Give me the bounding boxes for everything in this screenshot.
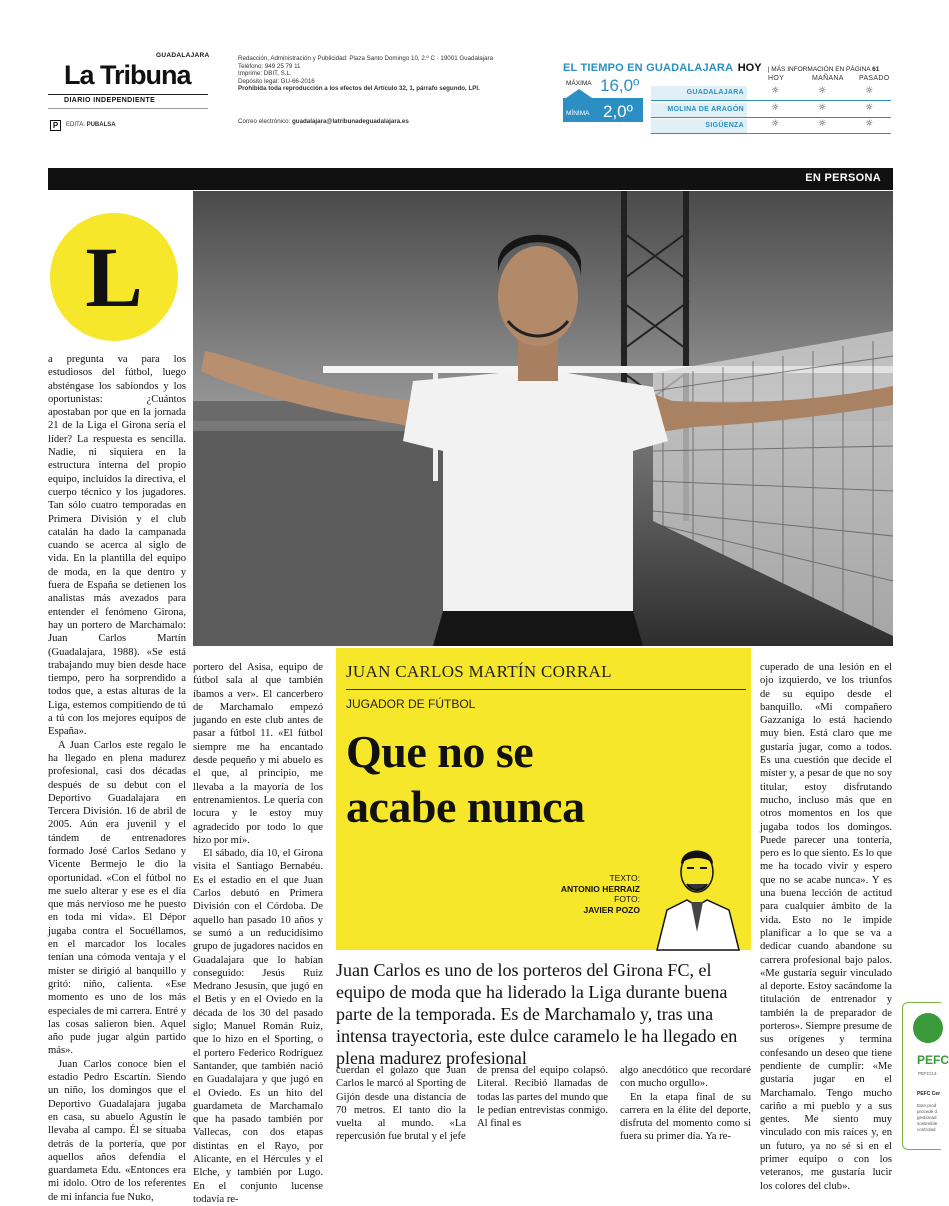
pefc-logo-text: PEFC xyxy=(917,1053,949,1067)
weather-more-info: | MÁS INFORMACIÓN EN PÁGINA 61 xyxy=(765,66,880,73)
imprint-line: Depósito legal: GU-66-2016 xyxy=(238,77,315,85)
masthead-subtitle: DIARIO INDEPENDIENTE xyxy=(64,97,156,104)
article-paragraph: Juan Carlos conoce bien el estadio Pedro Escartín. Siendo un niño, los domingos que el Deportivo Guadalajara jugaba en casa, su abuelo Agustín le llevaba al campo. Él se situaba detrás de la portería, que por aquellos años defendía el guardameta Edu. «Entonces era mi ídolo. Otro de los referentes de mi infancia fue Nuko, xyxy=(48,1058,186,1203)
article-column-2 xyxy=(193,661,323,1206)
goalkeeper-photo-image xyxy=(193,191,893,646)
article-paragraph: de prensa del equipo colapsó. Literal. Recibió llamadas de todas las partes del mundo que le pedían entrevistas conmigo. Al final es xyxy=(477,1065,608,1130)
article-column-3 xyxy=(336,1064,466,1144)
article-lead: Juan Carlos es uno de los porteros del Girona FC, el equipo de moda que ha liderado la Liga durante buena parte de la temporada. Es de Marchamalo y, tras una intensa trayectoria, este dulce caramelo le ha llegado en plena madurez profesional xyxy=(336,960,738,1068)
weather-col-tomorrow: MAÑANA xyxy=(812,75,844,82)
headline-line-2: acabe nunca xyxy=(346,781,585,832)
imprint-email: Correo electrónico: guadalajara@latribunadeguadalajara.es xyxy=(238,118,409,125)
weather-row xyxy=(651,102,891,118)
drop-cap-circle xyxy=(50,213,178,341)
weather-location: GUADALAJARA xyxy=(651,86,747,100)
feature-rule xyxy=(346,689,746,690)
person-name: JUAN CARLOS MARTÍN CORRAL xyxy=(346,662,612,681)
weather-row xyxy=(651,118,891,134)
article-paragraph: portero del Asisa, equipo de fútbol sala al que también íbamos a ver». El cancerbero de Marchamalo empezó jugando en este club antes de pasar a fútbol 11. «El fútbol siempre me ha encantado desde pequeño y mi abuelo es el que, al principio, me llevaba a la mayoría de los entrenamientos. Le quería con locura y le estoy muy agradecido por todo lo que hizo por mí». xyxy=(193,662,323,846)
article-paragraph: a pregunta va para los estudiosos del fútbol, luego absténgase los sabiondos y los oportunistas: ¿Cuántos apostaban por que en la jornada 21 de la Liga el Girona sería el líder? La respuesta es sencilla. Nadie, ni siquiera en la estructura interna del propio equipo, incluidos la directiva, el cuerpo técnico y los jugadores. Tan sólo cuatro temporadas en Primera División y el club catalán ha dado la campanada cuando se acerca al siglo de vida. En la plantilla del equipo de moda, en la que dentro y fuera de España se detienen los analistas más avezados para entender el fenómeno Girona, hay un portero de Marchamalo: Juan Carlos Martín (Guadalajara, 1988). «Se está trabajando muy bien desde hace tiempo, pero ha sorprendido a todos que, a estas alturas de la Liga, estemos compitiendo de tú a tú con los mejores equipos de España». xyxy=(48,354,186,738)
article-column-4 xyxy=(477,1064,608,1130)
author-portrait-image xyxy=(647,832,747,950)
byline xyxy=(536,873,640,915)
byline-text-author: ANTONIO HERRAIZ xyxy=(560,883,640,894)
imprint-line: Prohibida toda reproducción a los efectos del Artículo 32, 1, párrafo segundo, LPI. xyxy=(238,85,480,93)
sun-icon: ☼ xyxy=(818,119,827,129)
max-temp-value: 16,0º xyxy=(600,76,640,95)
imprint-line: Redacción, Administración y Publicidad: Plaza Santo Domingo 10, 2.º C · 19001 Guadalajara xyxy=(238,55,494,62)
feature-box xyxy=(336,648,751,950)
weather-row xyxy=(651,85,891,101)
pefc-cert-title: PEFC Cer xyxy=(917,1091,941,1097)
section-bar xyxy=(48,168,893,190)
headline xyxy=(346,724,746,834)
email-link[interactable]: guadalajara@latribunadeguadalajara.es xyxy=(292,118,409,125)
min-temp-label: MÍNIMA xyxy=(566,110,590,117)
weather-title: EL TIEMPO EN GUADALAJARA xyxy=(563,62,734,74)
publisher-credit: EDITA: PUBALSA xyxy=(66,122,116,128)
imprint-line: Imprime: DBIT, S.L. xyxy=(238,70,292,78)
article-paragraph: El sábado, día 10, el Girona visita el Santiago Bernabéu. Es el estadio en el que Juan Carlos debutó en Primera División con el Córdoba. De aquello han pasado 10 años y se sumó a un reducidísimo grupo de jugadores nacidos en Guadalajara que lo habían conseguido: Jesús Ruiz Medrano Jesusín, que jugó en el Betis y en el Oviedo en la década de los 30 del pasado siglo; Manuel Román Ruiz, que lo hizo en el Sporting, o el portero Federico Rodríguez Santander, que también nació en Guadalajara y que jugó en el Oviedo. Es un hito del guardameta de Marchamalo que ha pasado también por Vallecas, con dos etapas distintas en el Rayo, por Alicante, en el Hércules y el Elche, y también por Lugo. En el conjunto lucense todavía re- xyxy=(193,848,323,1205)
person-role: JUGADOR DE FÚTBOL xyxy=(346,697,476,711)
imprint-line: Teléfono: 949 25 79 11 xyxy=(238,62,301,70)
section-label[interactable]: EN PERSONA xyxy=(805,172,881,184)
article-column-5 xyxy=(620,1064,751,1144)
sun-icon: ☼ xyxy=(818,86,827,96)
article-paragraph: A Juan Carlos este regalo le ha llegado en plena madurez profesional, casi dos décadas después de su debut con el Deportivo Guadalajara en Tercera División. 16 de abril de 2005. Aún era juvenil y el tándem de entrenadores formado José Carlos Sedano y Vicente Bermejo le dio la oportunidad. «Con el fútbol no me suelo alterar y ese es el día que más nervioso me he puesto en toda mi vida». El Dépor jugaba contra el Socuéllamos, en el marcador los locales tenían una cómoda ventaja y el míster se dirigió al banquillo y gritó: niño, calienta. «Ese momento es uno de los más especiales de mi carrera. Entré y las cosas salieron bien. Aquel año pude jugar algún partido más». xyxy=(48,739,186,1057)
sun-icon: ☼ xyxy=(865,103,874,113)
masthead-city: GUADALAJARA xyxy=(156,52,210,59)
max-temp-label: MÁXIMA xyxy=(566,80,592,87)
sun-icon: ☼ xyxy=(771,103,780,113)
article-paragraph: En la etapa final de su carrera en la élite del deporte, disfruta del momento como si fuera su primer día. Ya re- xyxy=(620,1091,751,1143)
article-paragraph: cuperado de una lesión en el ojo izquierdo, ve los triunfos de su equipo desde el banquillo. «Mi compañero Gazzaniga lo está haciendo muy bien. Está claro que me gustaría jugar, como a todos. Es una cuestión que decide el míster y, a pesar de que no soy titular, estoy disfrutando mucho, incluso más que en otros momentos en los que jugaba todos los domingos. Puede parecer una tontería, pero es lo que siento. Es lo que me ha tocado vivir y espero que no se acabe nunca». Y es una buena lección de actitud para cualquier ámbito de la vida. Esto no le impide planificar a lo que se va a dedicar cuando abandone su carrera profesional bajo palos. «Me gustaría seguir vinculado al deporte. Estoy sacándome la titulación de entrenador y también la de preparador de porteros». Siempre presume de sus orígenes y termina confesando un deseo que tiene pendiente de cumplir: «Me gustaría jugar en el Marchamalo. Tengo mucho cariño a mi pueblo y a sus gentes. Me siento muy vinculado con mis raíces y, en un futuro, ya no sé si en el primer equipo o con los veteranos, me gustaría lucir los colores del club». xyxy=(760,662,892,1192)
byline-photo-label: FOTO: xyxy=(614,894,640,904)
article-column-1 xyxy=(48,353,186,1204)
sun-icon: ☼ xyxy=(771,119,780,129)
sun-icon: ☼ xyxy=(771,86,780,96)
pefc-certification-badge xyxy=(902,1002,949,1150)
publisher-logo-icon: P xyxy=(50,120,61,131)
sun-icon: ☼ xyxy=(865,86,874,96)
drop-cap-letter: L xyxy=(85,229,143,325)
newspaper-name[interactable]: La Tribuna xyxy=(64,60,191,90)
masthead-rule xyxy=(48,94,208,95)
weather-header xyxy=(563,58,903,76)
masthead-rule-lower xyxy=(48,108,208,109)
pefc-tagline: PEFC/14- xyxy=(918,1071,938,1076)
weather-today: HOY xyxy=(737,62,762,74)
imprint-credits xyxy=(238,55,528,125)
sun-icon: ☼ xyxy=(818,103,827,113)
byline-text-label: TEXTO: xyxy=(609,873,640,883)
pefc-fine-print: Este prod procede d gestionad sostenible controlad xyxy=(917,1103,938,1132)
weather-col-after: PASADO xyxy=(859,75,890,82)
article-paragraph: cuerdan el golazo que Juan Carlos le marcó al Sporting de Gijón desde una distancia de 70 metros. El tanto dio la vuelta al mundo. «La repercusión fue brutal y el jefe xyxy=(336,1065,466,1143)
weather-location: MOLINA DE ARAGÓN xyxy=(651,103,747,117)
weather-location: SIGÜENZA xyxy=(651,119,747,133)
temp-arrow-icon xyxy=(566,89,592,98)
main-photo xyxy=(193,191,893,646)
min-temp-box xyxy=(563,98,643,122)
article-column-6 xyxy=(760,661,892,1193)
min-temp-value: 2,0º xyxy=(603,102,633,121)
sun-icon: ☼ xyxy=(865,119,874,129)
pefc-tree-icon xyxy=(913,1013,943,1043)
byline-photo-author: JAVIER POZO xyxy=(583,904,640,915)
article-paragraph: algo anecdótico que recordaré con mucho orgullo». xyxy=(620,1065,751,1090)
weather-col-today: HOY xyxy=(768,75,785,82)
headline-line-1: Que no se xyxy=(346,726,534,777)
